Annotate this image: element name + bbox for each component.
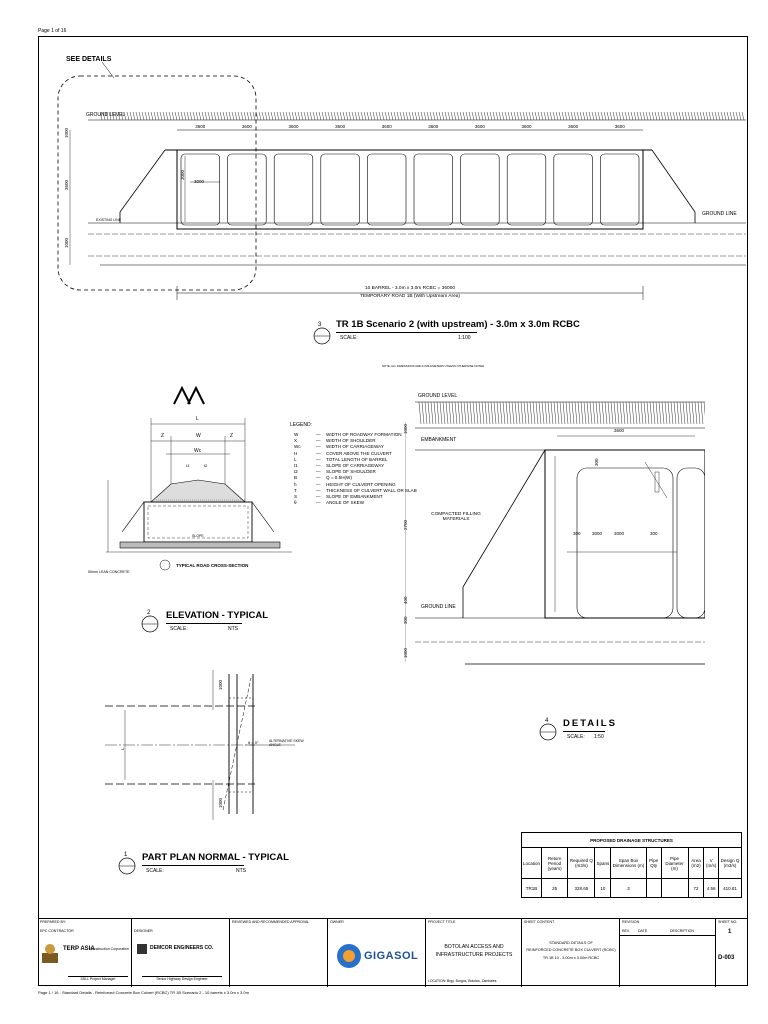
legend-dash: —	[316, 450, 321, 456]
legend-dash: —	[316, 432, 321, 437]
legend-item	[294, 438, 376, 443]
barrel-cell	[461, 154, 500, 225]
v3-bottom-sub: TEMPORARY ROAD 1B (With Upstream Area)	[359, 294, 461, 299]
demcor-role: Senior Highway Design Engineer	[142, 976, 222, 981]
v2-label-t2: t2	[204, 463, 208, 468]
legend-dash: —	[316, 444, 321, 450]
legend-dash: —	[316, 481, 321, 487]
v3-bottom-dim: 10 BARREL - 3.0m x 3.0m RCBC = 36000	[364, 286, 456, 291]
tb-epc-label: EPC CONTRACTOR	[40, 929, 74, 933]
tb-rev-line	[620, 935, 716, 936]
tb-sheet-no	[716, 919, 748, 987]
v3-inner-dim-v: 3000	[180, 169, 185, 180]
tb-date: DATE	[638, 929, 648, 933]
drainage-table-wrap	[521, 832, 742, 898]
legend-desc: WIDTH OF CARRIAGEWAY	[326, 444, 384, 450]
legend-desc: Q = 0.5H(W)	[326, 475, 352, 481]
tb-owner-label: OWNER	[330, 920, 344, 924]
v2-section-bubble	[158, 558, 172, 572]
v3-num: 3	[318, 322, 322, 328]
legend-key: t2	[294, 469, 298, 475]
v3-ground-line: GROUND LINE	[702, 211, 737, 217]
v4-dim-v5: 300	[594, 458, 599, 466]
tb-rev: REV.	[622, 929, 630, 933]
barrel-cell	[367, 154, 406, 225]
v4-dim-h: 3000	[614, 531, 625, 536]
tb-review-label: REVIEWED AND RECOMMENDED APPROVAL	[232, 920, 310, 924]
legend-desc: WIDTH OF SHOULDER	[326, 438, 376, 444]
drainage-cell: 10	[595, 879, 611, 898]
legend-key: θ	[294, 500, 297, 506]
drainage-header-cell: Pipe Qty	[646, 848, 661, 879]
legend-dash: —	[316, 487, 321, 493]
v4-dim-w3: 300	[650, 531, 658, 536]
legend-key: L	[294, 456, 297, 462]
v1-num: 1	[124, 852, 128, 858]
legend-dash: —	[316, 438, 321, 444]
terp-role: SSLL Project Manager	[68, 976, 128, 981]
drainage-header-cell: Pipe Diameter (m)	[661, 848, 688, 879]
legend-dash: —	[316, 475, 321, 481]
span-dim-label: 3600	[474, 124, 485, 129]
tb-location: LOCATION: Brgy. Burgos, Botolan, Zambales	[428, 979, 497, 983]
v1-alt-label: ALTERNATIVE SKEW ANGLE	[269, 739, 304, 747]
legend-item	[294, 494, 383, 499]
span-dim-label: 3600	[428, 124, 439, 129]
tb-project-label: PROJECT TITLE	[428, 920, 456, 924]
barrel-cell	[274, 154, 313, 225]
legend-desc: COVER ABOVE THE CULVERT	[326, 450, 392, 456]
title-block	[38, 918, 748, 987]
legend-dash: —	[316, 500, 321, 506]
v4-scale: 1:50	[594, 734, 604, 740]
tb-content-3: TR 1B 10 - 3.00m x 3.00m RCBC	[542, 956, 600, 960]
span-dim-label: 3600	[195, 124, 206, 129]
legend-key: X	[294, 438, 298, 444]
v3-left-dim-2: 1000	[64, 237, 69, 248]
v4-dim-top: 3600	[614, 428, 625, 433]
v3-title: TR 1B Scenario 2 (with upstream) - 3.0m x 3.0m RCBC	[336, 319, 580, 330]
tb-content-2: REINFORCED CONCRETE BOX CULVERT (RCBC)	[526, 948, 616, 952]
v1-dim-b: 1000	[218, 797, 223, 808]
demcor-name: DEMCOR ENGINEERS CO.	[150, 945, 214, 951]
legend-item	[294, 444, 384, 449]
v2-label-t1: t1	[186, 463, 190, 468]
v4-filling: COMPACTED FILLING MATERIALS	[431, 512, 481, 522]
tb-review	[230, 919, 328, 987]
v1-title-underline	[142, 865, 244, 866]
drainage-header-cell: Return Period (years)	[542, 848, 568, 879]
v1-dim-c: L	[120, 747, 125, 750]
legend-key: h	[294, 481, 297, 487]
gigasol-logo-icon	[334, 941, 364, 971]
ground-hatch	[419, 402, 705, 424]
v2-title-underline	[166, 623, 242, 624]
drainage-header-cell: Required Q (m3/s)	[568, 848, 595, 879]
barrel-cell	[600, 154, 639, 225]
barrel-cell	[321, 154, 360, 225]
v2-scale: NTS	[228, 626, 238, 632]
tb-project	[426, 919, 522, 987]
drainage-cell: TR1B	[522, 879, 542, 898]
tb-revision-label: REVISION	[622, 920, 640, 924]
legend-dash: —	[316, 469, 321, 475]
drainage-cell: 25	[542, 879, 568, 898]
gigasol-name: GIGASOL	[364, 950, 419, 962]
legend-desc: THICKNESS OF CULVERT WALL OR SLAB	[326, 487, 417, 493]
v4-dim-w1: 300	[573, 531, 581, 536]
legend-desc: SLOPE OF CARRIAGEWAY	[326, 463, 385, 468]
v4-dim-v3: 300	[403, 616, 408, 624]
legend-key: S	[294, 494, 298, 499]
legend-item	[294, 451, 392, 456]
tb-designer	[132, 919, 230, 987]
v4-num: 4	[545, 718, 549, 724]
span-dim-label: 3600	[521, 124, 532, 129]
v4-title: DETAILS	[563, 718, 617, 729]
demcor-logo-icon	[136, 943, 148, 955]
span-dim-label: 3600	[568, 124, 579, 129]
span-dim-label: 3600	[288, 124, 299, 129]
legend-desc: SLOPE OF SHOULDER	[326, 469, 376, 475]
v3-inner-dim-h: 3000	[194, 179, 205, 184]
v3-left-dim-1: 3600	[64, 179, 69, 190]
barrel-cell	[414, 154, 453, 225]
v2-num: 2	[147, 610, 151, 616]
drainage-title: PROPOSED DRAINAGE STRUCTURES	[522, 833, 742, 848]
v1-scale-label: SCALE:	[146, 868, 164, 874]
v2-slope: SLOPE	[192, 534, 204, 538]
tb-designer-label: DESIGNER	[134, 929, 153, 933]
legend-desc: WIDTH OF ROADWAY FORMATION	[326, 432, 402, 437]
span-dim-label: 3600	[381, 124, 392, 129]
barrel-cell	[181, 154, 220, 225]
tb-sheetno-label: SHEET NO.	[718, 920, 738, 924]
drainage-cell	[646, 879, 661, 898]
legend-item	[294, 432, 402, 437]
span-dim-label: 3600	[241, 124, 252, 129]
tb-prepared	[38, 919, 132, 987]
v2-label-W: W	[196, 433, 201, 439]
v3-scale: 1:100	[458, 335, 471, 341]
view3-drawing	[40, 60, 746, 310]
drainage-cell: 4.56	[704, 879, 719, 898]
v3-scale-label: SCALE:	[340, 335, 358, 341]
v3-ground-level: GROUND LEVEL	[86, 112, 126, 118]
tb-project-name: BOTOLAN ACCESS AND INFRASTRUCTURE PROJECTS	[435, 944, 513, 958]
v4-dim-left: 1000	[403, 423, 408, 434]
v3-title-bubble	[312, 318, 332, 354]
tb-owner	[328, 919, 426, 987]
v2-label-Z2: Z	[230, 433, 234, 439]
drainage-header-cell: Span Box Dimensions (m)	[611, 848, 647, 879]
tb-content-label: SHEET CONTENT	[524, 920, 555, 924]
v4-dim-v2: 400	[403, 596, 408, 604]
legend-key: T	[294, 487, 297, 493]
legend-item	[294, 463, 384, 468]
drainage-header-cell: Spans	[595, 848, 611, 879]
drainage-header-cell: Location	[522, 848, 542, 879]
tb-drawing-no: D-003	[718, 955, 735, 961]
legend-item	[294, 457, 387, 462]
span-dim-label: 3600	[614, 124, 625, 129]
v4-dim-v4: 1000	[403, 647, 408, 658]
tb-description: DESCRIPTION	[670, 929, 694, 933]
drainage-header-cell: V (m/s)	[704, 848, 719, 879]
drainage-cell: 72	[688, 879, 704, 898]
v2-label-Z1: Z	[161, 433, 165, 439]
v2-section-label: TYPICAL ROAD CROSS-SECTION	[176, 563, 249, 568]
legend-item	[294, 488, 417, 493]
legend-key: H	[294, 450, 298, 456]
v2-lean: 50mm LEAN CONCRETE	[88, 570, 130, 574]
center-note: NOTE: ALL DIMENSIONS ARE IN MILLIMETERS UNLESS OTHERWISE NOTED	[382, 364, 485, 368]
v4-title-underline	[563, 731, 605, 732]
v3-left-dim-top: 1000	[64, 127, 69, 138]
tb-content-1: STANDARD DETAILS OF	[549, 941, 593, 945]
drainage-data-row	[522, 879, 742, 898]
v2-label-Wc: Wc	[194, 448, 202, 454]
legend-dash: —	[316, 494, 321, 499]
v4-dim-w2: 3000	[592, 531, 603, 536]
drainage-cell: 410.81	[718, 879, 741, 898]
v4-scale-label: SCALE:	[567, 734, 585, 740]
terp-sub: Construction Corporation	[90, 947, 129, 951]
v4-ground-line: GROUND LINE	[421, 604, 456, 610]
tb-revision	[620, 919, 716, 987]
legend-desc: SLOPE OF EMBANKMENT	[326, 494, 383, 499]
legend-desc: HEIGHT OF CULVERT OPENING	[326, 481, 396, 487]
drainage-table	[521, 832, 742, 898]
legend-desc: TOTAL LENGTH OF BARREL	[326, 456, 388, 462]
v2-scale-label: SCALE:	[170, 626, 188, 632]
drainage-header-cell: Area (m2)	[688, 848, 704, 879]
tb-sheet-num: 1	[728, 929, 732, 935]
tb-sheet-content	[522, 919, 620, 987]
view2-drawing	[96, 384, 296, 584]
legend-item	[294, 475, 352, 480]
v3-title-underline	[336, 332, 477, 333]
terp-name: TERP ASIA	[63, 946, 95, 952]
legend-dash: —	[316, 456, 321, 462]
v1-scale: NTS	[236, 868, 246, 874]
legend-desc: ANGLE OF SKEW	[326, 500, 365, 506]
v2-label-L: L	[196, 416, 199, 422]
legend-key: Wc	[294, 444, 301, 450]
tb-prepared-label: PREPARED BY:	[40, 920, 67, 924]
legend-item	[294, 482, 396, 487]
drainage-header-row	[522, 848, 742, 879]
v4-dim-v1: 2700	[403, 519, 408, 530]
legend-key: W	[294, 432, 299, 437]
legend-item	[294, 500, 364, 505]
footer-path: Page 1 / 16 - Standard Details - Reinforced Concrete Box Culvert (RCBC) TR 1B Scenario 2 - 10 barrels x 3.0m x 3.0m	[38, 990, 249, 995]
drainage-cell: 3	[611, 879, 647, 898]
v4-ground-level: GROUND LEVEL	[418, 393, 458, 399]
legend-title: LEGEND:	[290, 422, 312, 428]
v1-dim-a: 1000	[218, 679, 223, 690]
drainage-cell	[661, 879, 688, 898]
drainage-header-cell: Design Q (m3/s)	[718, 848, 741, 879]
barrel-cell	[228, 154, 267, 225]
legend-dash: —	[316, 463, 321, 468]
v1-theta: θ = 0°	[248, 740, 259, 745]
see-details-label: SEE DETAILS	[66, 56, 112, 63]
barrel-cell	[554, 154, 593, 225]
terp-logo-icon	[40, 939, 60, 969]
span-dim-label: 3600	[335, 124, 346, 129]
legend-item	[294, 469, 376, 474]
v3-existing-label: EXISTING LINE	[96, 218, 122, 222]
drainage-cell: 328.65	[568, 879, 595, 898]
page-header-note: Page 1 of 16	[38, 28, 67, 34]
legend-key: B	[294, 475, 298, 481]
v4-embankment: EMBANKMENT	[421, 437, 457, 443]
v2-title: ELEVATION - TYPICAL	[166, 610, 269, 621]
legend-key: t1	[294, 463, 298, 468]
v1-title: PART PLAN NORMAL - TYPICAL	[142, 852, 289, 863]
barrel-cell	[507, 154, 546, 225]
